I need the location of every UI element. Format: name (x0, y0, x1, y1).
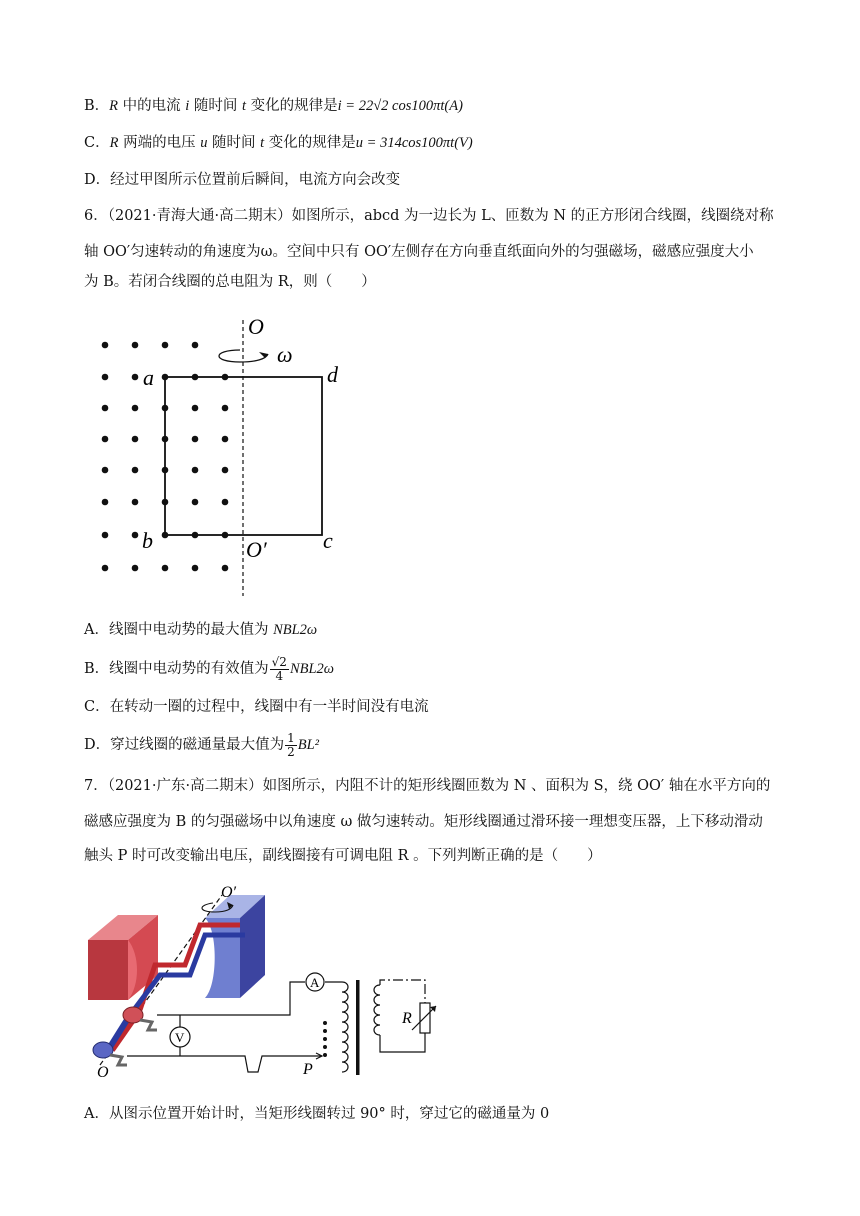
label-V: V (175, 1030, 185, 1045)
label-A: A (310, 975, 320, 990)
variable-resistor (420, 1003, 430, 1033)
label-a: a (143, 365, 154, 390)
q7-generator-figure (80, 880, 450, 1080)
q7-stem-line3: 触头 P 时可改变输出电压，副线圈接有可调电阻 R 。下列判断正确的是（ ） (84, 848, 602, 864)
primary-coil (342, 982, 348, 1072)
q7-stem-line1: 7．（2021·广东·高二期末）如图所示，内阻不计的矩形线圈匝数为 N 、面积为 S，绕 OO′ 轴在水平方向的 (84, 778, 771, 794)
q6-stem-line1: 6．（2021·青海大通·高二期末）如图所示，abcd 为一边长为 L、匝数为 N 的正方形闭合线圈，线圈绕对称 (84, 208, 774, 224)
label-O: O (97, 1064, 109, 1080)
transformer-core (356, 980, 360, 1075)
formula-voltage: u = 314cos100πt(V) (355, 135, 473, 151)
label-d: d (327, 362, 338, 387)
q6-stem-line3: 为 B。若闭合线圈的总电阻为 R，则（ ） (84, 274, 376, 290)
label-O-prime: O′ (221, 884, 237, 901)
label-omega: ω (277, 342, 293, 367)
q5-option-d: D．经过甲图所示位置前后瞬间，电流方向会改变 (84, 172, 401, 188)
label-b: b (142, 528, 153, 553)
fraction-one-half: $\frac{1}{2}$ (287, 730, 295, 759)
q6-option-a: A．线圈中电动势的最大值为 NBL2ω (84, 622, 318, 638)
q6-option-c: C．在转动一圈的过程中，线圈中有一半时间没有电流 (84, 699, 429, 715)
formula-current: i = 22√2 cos100πt(A) (337, 98, 463, 114)
secondary-coil (374, 985, 380, 1035)
q6-option-d: D．穿过线圈的磁通量最大值为 $\frac{1}{2}$ BL² (84, 730, 320, 759)
label-O: O (248, 318, 264, 339)
q5-option-b: B．R 中的电流 i 随时间 t 变化的规律是i = 22√2 cos100πt(A) (84, 98, 463, 114)
label-c: c (323, 528, 333, 553)
fraction-sqrt2-over-4: $\frac{√2}{4}$ (271, 654, 287, 683)
label-R: R (402, 1010, 412, 1027)
q6-stem-line2: 轴 OO′匀速转动的角速度为ω。空间中只有 OO′左侧存在方向垂直纸面向外的匀强磁场，磁感应强度大小 (84, 244, 754, 260)
blue-magnet (205, 895, 265, 998)
label-P: P (303, 1061, 313, 1078)
q7-stem-line2: 磁感应强度为 B 的匀强磁场中以角速度 ω 做匀速转动。矩形线圈通过滑环接一理想变压器，上下移动滑动 (84, 814, 763, 830)
q7-option-a: A．从图示位置开始计时，当矩形线圈转过 90° 时，穿过它的磁通量为 0 (84, 1106, 550, 1122)
q6-option-b: B．线圈中电动势的有效值为 $\frac{√2}{4}$ NBL2ω (84, 654, 335, 683)
q6-coil-figure (90, 318, 360, 598)
label-O-prime: O′ (246, 537, 267, 562)
q5-option-c: C．R 两端的电压 u 随时间 t 变化的规律是u = 314cos100πt(V) (84, 135, 473, 151)
tap-points (323, 1021, 327, 1057)
